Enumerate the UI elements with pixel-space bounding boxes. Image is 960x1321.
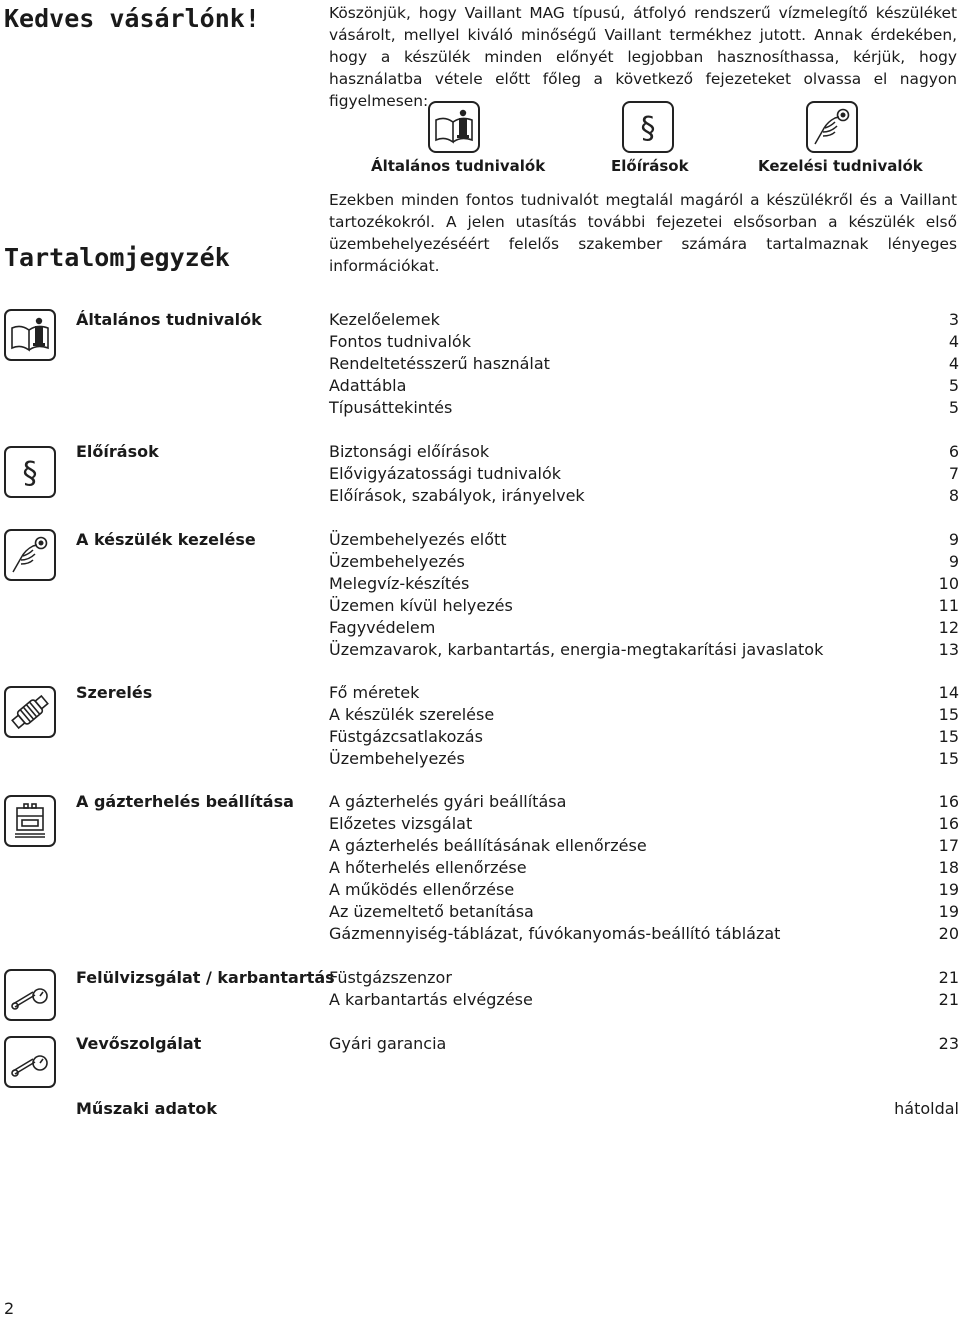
pipe-fitting-icon: [4, 686, 56, 738]
toc-entry[interactable]: Üzemen kívül helyezés 11: [329, 596, 959, 615]
toc-entry[interactable]: Biztonsági előírások 6: [329, 442, 959, 461]
toc-entry[interactable]: Előírások, szabályok, irányelvek 8: [329, 486, 959, 505]
toc-entry[interactable]: Üzembehelyezés 9: [329, 552, 959, 571]
toc-entry[interactable]: hátoldal: [894, 1099, 959, 1118]
toc-entry[interactable]: Típusáttekintés 5: [329, 398, 959, 417]
toc-entry[interactable]: Elővigyázatossági tudnivalók 7: [329, 464, 959, 483]
section-title: A készülék kezelése: [76, 530, 256, 549]
toc-entry[interactable]: Füstgázcsatlakozás 15: [329, 727, 959, 746]
section-title: Általános tudnivalók: [76, 310, 262, 329]
feature-label-general: Általános tudnivalók: [371, 157, 546, 175]
svg-text:§: §: [22, 456, 38, 491]
book-info-icon: [428, 101, 480, 153]
intro-paragraph: Köszönjük, hogy Vaillant MAG típusú, átfolyó rendszerű vízmelegítő készüléket vásárolt, mellyel kiváló minőségű Vaillant termékhez jutott. Annak érdekében, hogy a készülék minden előnyét legjobban hasznosíthassa, kérjük, hogy használatba vétele előtt főleg a következő fejezeteket olvassa el nagyon figyelmesen:: [329, 4, 957, 110]
toc-entry[interactable]: A karbantartás elvégzése 21: [329, 990, 959, 1009]
wrench-gauge-icon: [4, 1036, 56, 1088]
toc-entry[interactable]: A készülék szerelése 15: [329, 705, 959, 724]
toc-entry[interactable]: Melegvíz-készítés 10: [329, 574, 959, 593]
section-title: A gázterhelés beállítása: [76, 792, 294, 811]
wrench-gauge-icon: [4, 969, 56, 1021]
section-title: Felülvizsgálat / karbantartás: [76, 968, 335, 987]
section-title: Vevőszolgálat: [76, 1034, 202, 1053]
toc-entry[interactable]: Fagyvédelem 12: [329, 618, 959, 637]
toc-entry[interactable]: Füstgázszenzor 21: [329, 968, 959, 987]
feature-label-regulations: Előírások: [611, 157, 689, 175]
svg-text:§: §: [640, 111, 656, 146]
section-title: Előírások: [76, 442, 159, 461]
book-info-icon: [4, 309, 56, 361]
toc-entry[interactable]: A gázterhelés gyári beállítása 16: [329, 792, 959, 811]
toc-entry[interactable]: A működés ellenőrzése 19: [329, 880, 959, 899]
page-number: 2: [4, 1299, 15, 1318]
toc-entry[interactable]: Fontos tudnivalók 4: [329, 332, 959, 351]
intro-paragraph-2: Ezekben minden fontos tudnivalót megtalál magáról a készülékről és a Vaillant tartozékokról. A jelen utasítás további fejezetei elsősorban a készülék első üzembehelyezéséért felelős szakember számára tartalmaznak lényeges információkat.: [329, 191, 957, 275]
toc-entry[interactable]: Fő méretek 14: [329, 683, 959, 702]
hand-knob-icon: [4, 529, 56, 581]
toc-entry[interactable]: A hőterhelés ellenőrzése 18: [329, 858, 959, 877]
paragraph-icon: [4, 446, 56, 498]
gas-meter-icon: [4, 795, 56, 847]
section-title: Szerelés: [76, 683, 153, 702]
feature-label-operation: Kezelési tudnivalók: [758, 157, 923, 175]
toc-entry[interactable]: Az üzemeltető betanítása 19: [329, 902, 959, 921]
hand-knob-icon: [806, 101, 858, 153]
section-title: Műszaki adatok: [76, 1099, 217, 1118]
toc-entry[interactable]: Rendeltetésszerű használat 4: [329, 354, 959, 373]
greeting-title: Kedves vásárlónk!: [4, 4, 260, 33]
toc-entry[interactable]: A gázterhelés beállításának ellenőrzése 17: [329, 836, 959, 855]
toc-entry[interactable]: Előzetes vizsgálat 16: [329, 814, 959, 833]
toc-entry[interactable]: Üzemzavarok, karbantartás, energia-megtakarítási javaslatok 13: [329, 640, 959, 659]
toc-title: Tartalomjegyzék: [4, 243, 230, 272]
toc-entry[interactable]: Üzembehelyezés előtt 9: [329, 530, 959, 549]
toc-entry[interactable]: Adattábla 5: [329, 376, 959, 395]
paragraph-icon: [622, 101, 674, 153]
toc-entry[interactable]: Gázmennyiség-táblázat, fúvókanyomás-beállító táblázat 20: [329, 924, 959, 943]
toc-entry[interactable]: Üzembehelyezés 15: [329, 749, 959, 768]
toc-entry[interactable]: Gyári garancia 23: [329, 1034, 959, 1053]
toc-entry[interactable]: Kezelőelemek 3: [329, 310, 959, 329]
